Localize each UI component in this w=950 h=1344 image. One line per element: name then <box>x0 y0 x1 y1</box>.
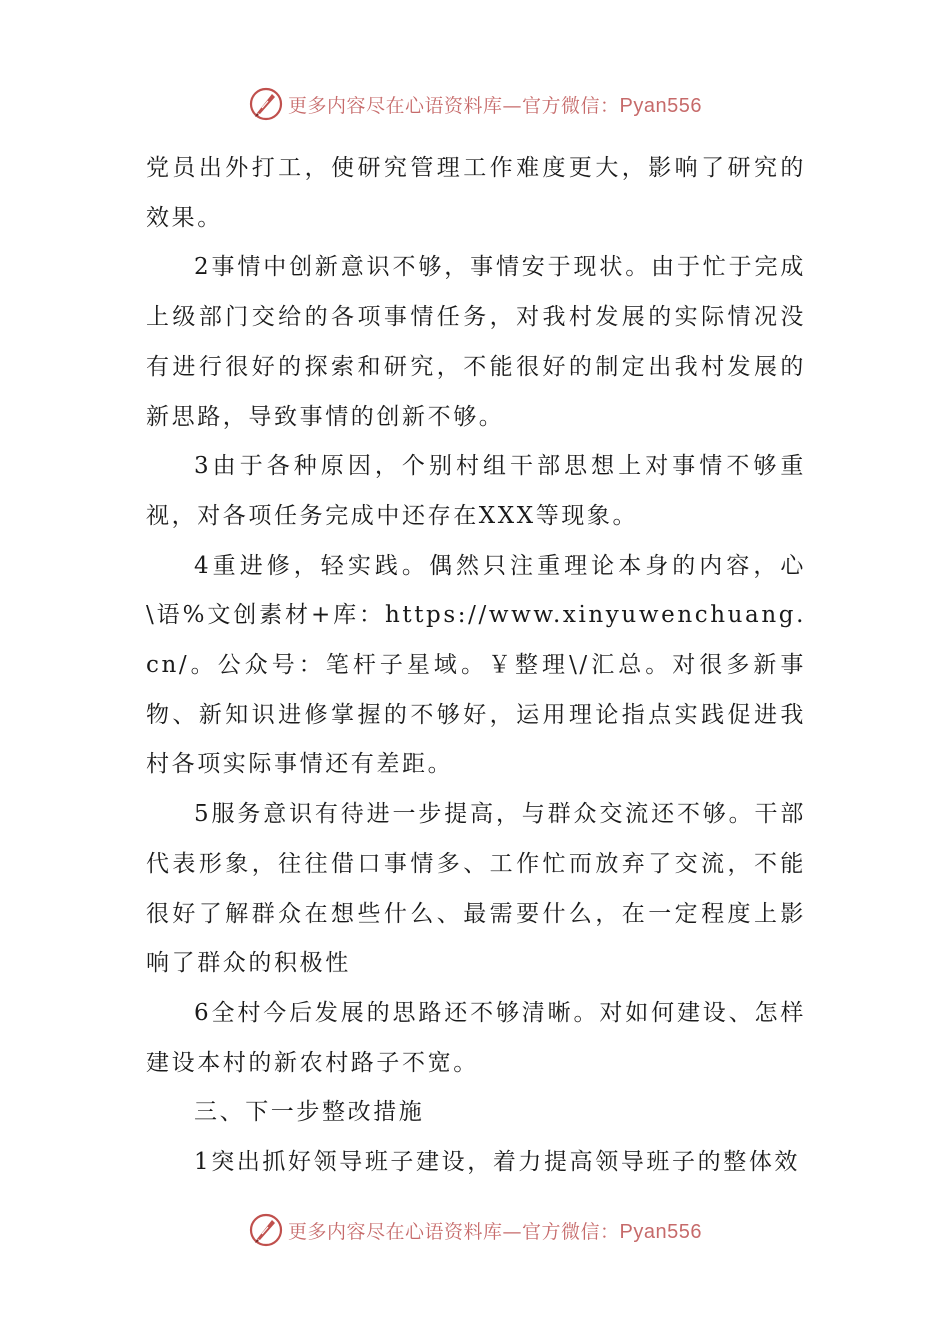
paragraph-item-2: 2事情中创新意识不够，事情安于现状。由于忙于完成上级部门交给的各项事情任务，对我村发展的实际情况没有进行很好的探索和研究，不能很好的制定出我村发展的新思路，导致事情的创新不够。 <box>146 254 806 430</box>
footer-banner-text: 更多内容尽在心语资料库—官方微信：Pyan556 <box>288 1220 702 1243</box>
paragraph-item-3: 3由于各种原因，个别村组干部思想上对事情不够重视，对各项任务完成中还存在XXX等现象。 <box>146 453 806 529</box>
paragraph-item-4: 4重进修，轻实践。偶然只注重理论本身的内容，心\语%文创素材+库：https://www.xinyuwenchuang.cn/。公众号：笔杆子星域。￥整理\/汇总。对很多新事物、新知识进修掌握的不够好，运用理论指点实践促进我村各项实际事情还有差距。 <box>146 552 806 778</box>
quill-pen-logo-icon <box>248 1212 284 1248</box>
header-banner <box>0 82 950 126</box>
paragraph-item-6: 6全村今后发展的思路还不够清晰。对如何建设、怎样建设本村的新农村路子不宽。 <box>146 999 806 1076</box>
quill-pen-logo-icon <box>248 86 284 122</box>
section-heading: 三、下一步整改措施 <box>194 1099 425 1126</box>
header-wechat-id: Pyan556 <box>619 94 702 117</box>
paragraph-continuation: 党员出外打工，使研究管理工作难度更大，影响了研究的效果。 <box>146 155 806 231</box>
paragraph-measure-1: 1突出抓好领导班子建设，着力提高领导班子的整体效 <box>194 1149 801 1176</box>
footer-banner <box>0 1208 950 1252</box>
document-body <box>146 144 806 1188</box>
footer-wechat-id: Pyan556 <box>619 1220 702 1243</box>
header-banner-text: 更多内容尽在心语资料库—官方微信：Pyan556 <box>288 94 702 117</box>
paragraph-item-5: 5服务意识有待进一步提高，与群众交流还不够。干部代表形象，往往借口事情多、工作忙而放弃了交流，不能很好了解群众在想些什么、最需要什么，在一定程度上影响了群众的积极性 <box>146 801 806 977</box>
